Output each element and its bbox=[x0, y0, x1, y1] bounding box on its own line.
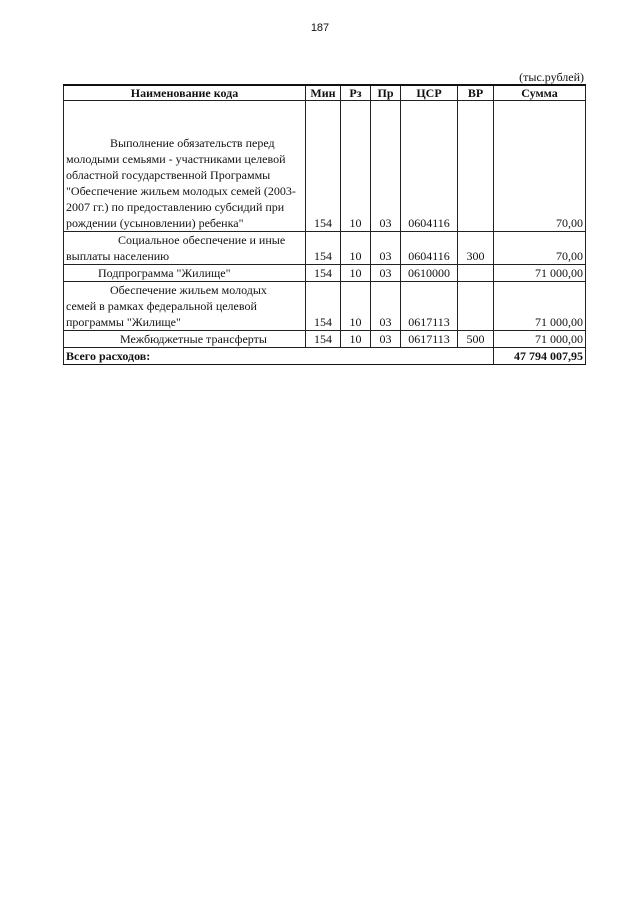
total-label: Всего расходов: bbox=[64, 348, 494, 365]
row-name-rest: молодыми семьями - участниками целевой областной государственной Программы "Обеспечение жильем молодых семей (2003-2007 гг.) по предоставлению субсидий при рождении (усыновлении) ребенка" bbox=[66, 152, 296, 230]
row-name-cell bbox=[64, 101, 306, 232]
row-min: 154 bbox=[306, 331, 341, 348]
header-pr: Пр bbox=[371, 85, 401, 101]
row-sum: 70,00 bbox=[494, 232, 586, 265]
page-number: 187 bbox=[310, 22, 330, 34]
row-sum: 71 000,00 bbox=[494, 331, 586, 348]
header-rz: Рз bbox=[341, 85, 371, 101]
row-pr: 03 bbox=[371, 101, 401, 232]
row-name-cell bbox=[64, 282, 306, 331]
row-name-first: Социальное обеспечение и иные bbox=[118, 233, 286, 247]
row-sum: 70,00 bbox=[494, 101, 586, 232]
row-min: 154 bbox=[306, 101, 341, 232]
row-pr: 03 bbox=[371, 265, 401, 282]
row-name-first: Межбюджетные трансферты bbox=[120, 332, 267, 346]
row-name-first: Подпрограмма "Жилище" bbox=[98, 266, 231, 280]
row-sum: 71 000,00 bbox=[494, 282, 586, 331]
table-row bbox=[64, 282, 586, 331]
row-pr: 03 bbox=[371, 232, 401, 265]
header-sum: Сумма bbox=[494, 85, 586, 101]
row-csr: 0617113 bbox=[401, 331, 458, 348]
units-label: (тыс.рублей) bbox=[519, 70, 584, 84]
row-name-cell bbox=[64, 232, 306, 265]
row-min: 154 bbox=[306, 265, 341, 282]
header-name: Наименование кода bbox=[64, 85, 306, 101]
header-vr: ВР bbox=[458, 85, 494, 101]
row-name-rest: семей в рамках федеральной целевой программы "Жилище" bbox=[66, 299, 257, 329]
row-csr: 0617113 bbox=[401, 282, 458, 331]
table-header-row bbox=[64, 85, 586, 101]
row-rz: 10 bbox=[341, 331, 371, 348]
row-csr: 0604116 bbox=[401, 232, 458, 265]
budget-table bbox=[63, 84, 586, 365]
row-name-cell bbox=[64, 331, 306, 348]
row-vr: 300 bbox=[458, 232, 494, 265]
row-csr: 0610000 bbox=[401, 265, 458, 282]
total-row bbox=[64, 348, 586, 365]
header-csr: ЦСР bbox=[401, 85, 458, 101]
row-name-first: Выполнение обязательств перед bbox=[110, 136, 275, 150]
row-vr: 500 bbox=[458, 331, 494, 348]
row-min: 154 bbox=[306, 232, 341, 265]
table-row bbox=[64, 101, 586, 232]
row-rz: 10 bbox=[341, 265, 371, 282]
row-min: 154 bbox=[306, 282, 341, 331]
row-vr bbox=[458, 265, 494, 282]
row-name-cell bbox=[64, 265, 306, 282]
row-vr bbox=[458, 101, 494, 232]
row-name-first: Обеспечение жильем молодых bbox=[110, 283, 267, 297]
header-min: Мин bbox=[306, 85, 341, 101]
row-rz: 10 bbox=[341, 282, 371, 331]
table-row bbox=[64, 232, 586, 265]
table-row bbox=[64, 331, 586, 348]
row-rz: 10 bbox=[341, 232, 371, 265]
row-pr: 03 bbox=[371, 282, 401, 331]
row-rz: 10 bbox=[341, 101, 371, 232]
row-csr: 0604116 bbox=[401, 101, 458, 232]
row-name-rest: выплаты населению bbox=[66, 249, 170, 263]
row-vr bbox=[458, 282, 494, 331]
row-sum: 71 000,00 bbox=[494, 265, 586, 282]
row-pr: 03 bbox=[371, 331, 401, 348]
total-sum: 47 794 007,95 bbox=[494, 348, 586, 365]
table-row bbox=[64, 265, 586, 282]
